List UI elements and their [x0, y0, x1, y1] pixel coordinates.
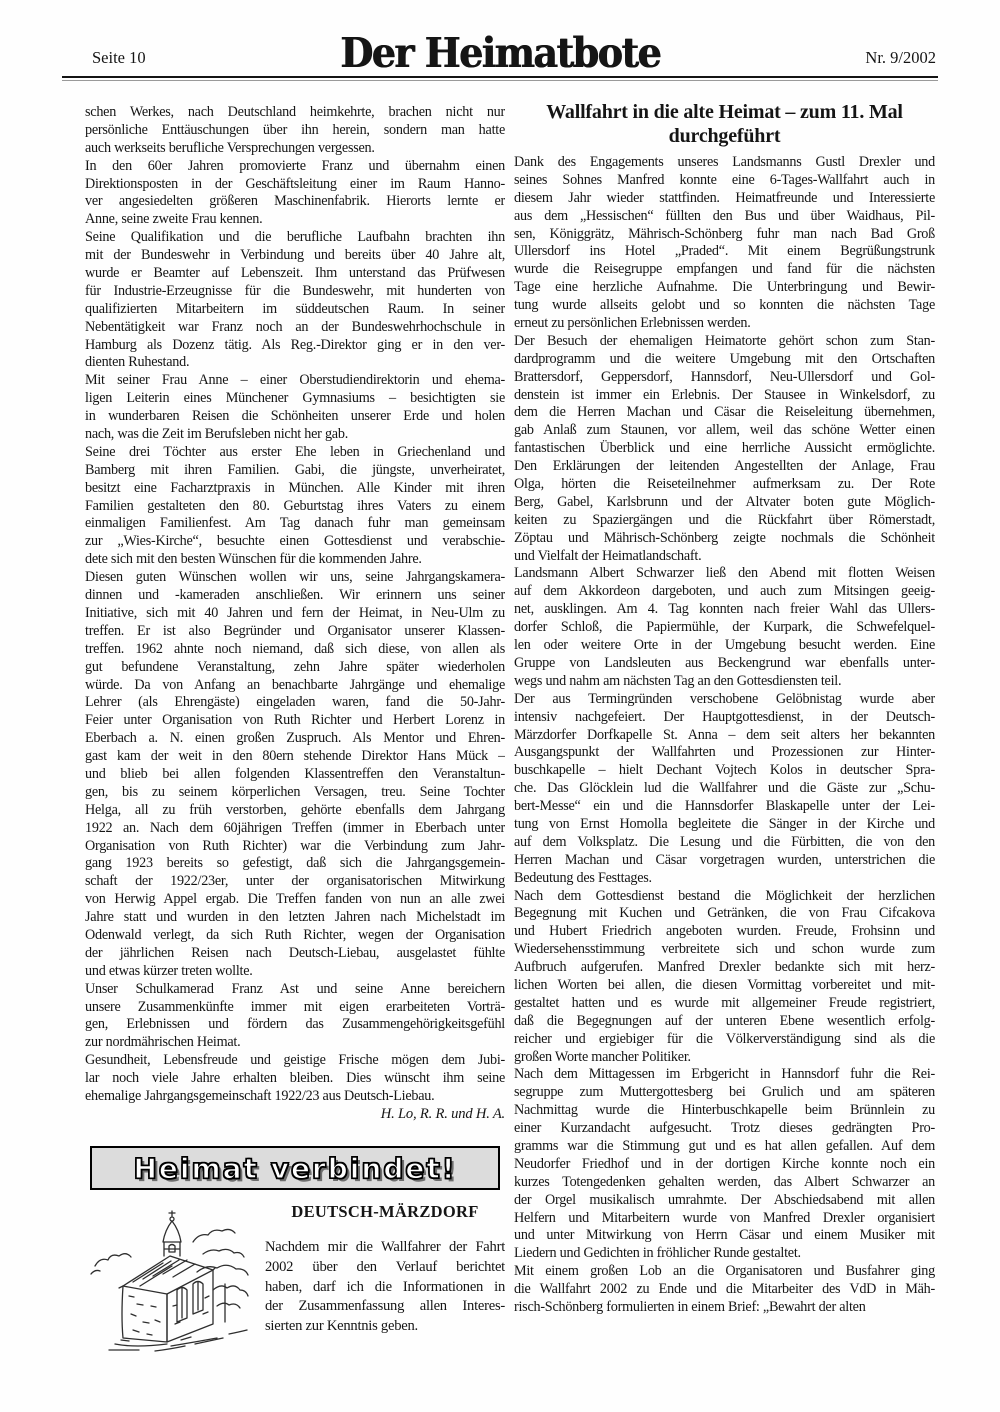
text-line: Jahre statt und wurden in den letzten Jahren nach Michelstadt im — [85, 909, 505, 926]
text-line: tung wurde allseits gelobt und so konnten die nächsten Tage — [514, 297, 935, 314]
text-line: Odenwald verlegt, da sich Ruth Richter, wegen der Organisation — [85, 926, 505, 943]
text-line: Der Besuch der ehemaligen Heimatorte gehört schon zum Stan- — [514, 332, 935, 349]
text-line: ehemalige Jahrgangsgemeinschaft 1922/23 aus Deutsch-Liebau. — [85, 1087, 435, 1104]
text-line: Hamburg als Dozenz tätig. Als Reg.-Direktor ging er in den ver- — [85, 336, 505, 353]
text-line: reicher und ergiebiger für die Völkerverständigung sind als die — [514, 1030, 935, 1047]
text-line: dardprogramm und die weitere Umgebung mit den Ortschaften — [514, 350, 935, 367]
text-line: fantastischen Überblick und eine herrliche Aussicht ermöglichte. — [514, 440, 935, 457]
text-line: einmaligen Familienfest. Am Tag danach fuhr man gemeinsam — [85, 515, 505, 532]
text-line: Mit einem großen Lob an die Organisatoren und Busfahrer ging — [514, 1263, 935, 1280]
text-line: dinnen und -kameraden anschließen. Wir erinnern uns seiner — [85, 587, 505, 604]
text-line: Eberbach a. N. einen großen Zuspruch. Als Mentor und Ehren- — [85, 730, 505, 747]
text-line: kurzes Totengedenken gehalten werden, das Albert Schwarzer an — [514, 1173, 935, 1190]
text-line: In den 60er Jahren promovierte Franz und übernahm einen — [85, 157, 505, 174]
text-line: dete sich mit den besten Wünschen für die kommenden Jahre. — [85, 551, 422, 568]
article-headline — [514, 101, 935, 148]
text-line: ligen Leiterin eines Münchener Gymnasiums – besichtigten sie — [85, 390, 505, 407]
text-line: Gruppe von Landsleuten aus Beckengrund war ebenfalls unter- — [514, 654, 935, 671]
text-line: Helfern und Mitarbeitern wurde von Manfred Drexler organisiert — [514, 1209, 935, 1226]
text-line: sen, Königgrätz, Mährisch-Schönberg fuhr man nach Bad Groß — [514, 225, 935, 242]
text-line: gen, Erlebnissen und fördern das Zusammengehörigkeitsgefühl — [85, 1016, 505, 1033]
article-signature: H. Lo, R. R. und H. A. — [380, 1105, 505, 1122]
text-line: risch-Schönberg formulierten in einem Brief: „Bewahrt der alten — [514, 1299, 866, 1315]
text-line: zur „Wies-Kirche“, besuchte einen Gottesdienst und verabschie- — [85, 533, 505, 550]
text-line: die Wallfahrt 2002 zu Ende und die Mitarbeiter des VdD in Mäh- — [514, 1281, 935, 1298]
text-line: von Herwig Appel ergab. Die Treffen fanden von nun an alle zwei — [85, 891, 505, 908]
text-line: net, ausklingen. Am 4. Tag konnten nach freier Wahl das Ullers- — [514, 601, 935, 618]
text-line: durchgeführt — [668, 124, 781, 147]
text-line: wegs und nahm am nächsten Tag an den Gottesdiensten teil. — [514, 672, 842, 689]
text-line: und Hubert Friedrich angeboten wurden. Freude, Frohsinn und — [514, 923, 935, 940]
text-line: Märzdorfer Dorfkapelle St. Anna – dem seit alters her bekannten — [514, 726, 935, 743]
text-line: der jährlichen Reisen nach Deutsch-Liebau, ausgelastet fühlte — [85, 944, 505, 961]
text-line: dorfer Schloß, die Papiermühle, der Kurpark, die Schwefelquel- — [514, 619, 935, 636]
text-line: treffen. 1962 ahnte noch niemand, daß sich diese, von allen als — [85, 640, 505, 657]
text-line: Familien gestalteten den 80. Geburtstag ihres Vaters zu einem — [85, 497, 505, 514]
text-line: Zöptau und Mährisch-Schönberg zeigte nochmals die Schönheit — [514, 529, 935, 546]
text-line: Unser Schulkamerad Franz Ast und seine Anne bereichern — [85, 980, 505, 997]
maerzdorf-heading: DEUTSCH-MÄRZDORF — [291, 1202, 479, 1221]
text-line: Landsmann Albert Schwarzer ließ den Abend mit flotten Weisen — [514, 565, 935, 582]
text-line: dienten Ruhestand. — [85, 354, 190, 371]
text-line: Tage eine herzliche Aufnahme. Die Unterbringung und Bewir- — [514, 279, 935, 296]
text-line: Berg, Gabel, Karlsbrunn und der Altvater boten gute Möglich- — [514, 493, 935, 510]
text-line: der Zusammenfassung allen Interes- — [265, 1298, 505, 1315]
text-line: auf dem Volksplatz. Die Lesung und die Fürbitten, die von den — [514, 833, 935, 850]
text-line: nach, was die Zeit im Berufsleben nicht her gab. — [85, 426, 348, 443]
text-line: unsere Zusammenkünfte immer mit eigen erarbeiteten Vorträ- — [85, 998, 505, 1015]
text-line: che. Das Glöcklein lud die Wallfahrer und die Gäste zur „Schu- — [514, 780, 935, 797]
text-line: und etwas kürzer treten wollte. — [85, 962, 253, 979]
text-line: keiten zu Spaziergängen und die Rückfahrt über Römerstadt, — [514, 511, 935, 528]
text-line: tung von Ernst Homolla begleitete die Sänger in der Kirche und — [514, 815, 935, 832]
text-line: zur nordmährischen Heimat. — [85, 1034, 241, 1051]
text-line: Diesen guten Wünschen wollen wir uns, seine Jahrgangskamera- — [85, 569, 505, 586]
text-line: Nach dem Gottesdienst bestand die Möglichkeit der herzlichen — [514, 887, 935, 904]
text-line: auch werkseits berufliche Versprechungen vergessen. — [85, 139, 375, 156]
text-line: Feier unter Organisation von Ruth Richter und Herbert Lorenz in — [85, 712, 505, 729]
maerzdorf-body — [265, 1238, 505, 1337]
text-line: und unter Mitwirkung von Herrn Cäsar und einem Musiker mit — [514, 1227, 935, 1244]
text-line: einer Kurzandacht aufgesucht. Trotz dieses gedrängten Pro- — [514, 1120, 935, 1137]
right-column-article — [514, 101, 935, 1317]
text-line: wurde er Beamter auf Lebenszeit. Ihm unterstand das Prüfwesen — [85, 265, 505, 282]
text-line: schaft der 1922/23er, unter der organisatorischen Mitwirkung — [85, 873, 505, 890]
text-line: für Industrie-Erzeugnisse für die Bundeswehr, mit hunderten von — [85, 282, 505, 299]
text-line: daß die Begegnungen auf der unteren Ebene wesentlich erfolg- — [514, 1012, 935, 1029]
text-line: würde. Da von Anfang an benachbarte Jahrgänge und ehemalige — [85, 676, 505, 693]
text-line: Seine Qualifikation und die berufliche Laufbahn brachten ihn — [85, 229, 505, 246]
text-line: Gesundheit, Lebensfreude und geistige Frische mögen dem Jubi- — [85, 1052, 505, 1069]
text-line: Ausgangspunkt der Wallfahrten und Prozessionen zur Hinter- — [514, 744, 935, 761]
text-line: Wiedersehensstimmung verbreitete sich und schon wurde zum — [514, 941, 935, 958]
text-line: aus dem „Hessischen“ füllten den Bus und über Waidhaus, Pil- — [514, 207, 935, 224]
text-line: sierten zur Kenntnis geben. — [265, 1318, 418, 1335]
text-line: lichen Worten bei allen, die diesen Vormittag vorbereitet und mit- — [514, 976, 935, 993]
text-line: schen Werkes, nach Deutschland heimkehrte, brachen nicht nur — [85, 104, 505, 120]
text-line: Anne, seine zweite Frau kennen. — [85, 211, 263, 228]
text-line: Herren Machan und Cäsar vorgetragen wurden, unterstrichen die — [514, 851, 935, 868]
text-line: diesem Jahr wieder stattfinden. Heimatfreunde und Interessierte — [514, 189, 935, 206]
text-line: 2002 über den Verlauf berichtet — [265, 1258, 505, 1275]
text-line: Bamberg mit ihren Familien. Gabi, die jüngste, unverheiratet, — [85, 461, 505, 478]
text-line: mit der Bundeswehr in Verbindung und bereits über 40 Jahre alt, — [85, 247, 505, 264]
text-line: wurde die Reisegruppe empfangen und fand für die nächsten — [514, 261, 935, 278]
text-line: Bedeutung des Festtages. — [514, 869, 652, 886]
text-line: gramms war die Stimmung gut und es hat allen gefallen. Auf dem — [514, 1137, 935, 1154]
text-line: gab Anlaß zum Staunen, vor allem, weil das schöne Wetter einen — [514, 422, 935, 439]
village-church-sketch-icon — [85, 1194, 257, 1354]
text-line: Nebentätigkeit war Franz noch an der Bundeswehrhochschule in — [85, 318, 505, 335]
text-line: Initiative, sich mit 40 Jahren und fern der Heimat, in Neu-Ulm zu — [85, 604, 505, 621]
text-line: Den Erklärungen der leitenden Angestellten der Anlage, Frau — [514, 458, 935, 475]
text-line: und blieb bei allen folgenden Klassentreffen den Veranstaltun- — [85, 765, 505, 782]
text-line: Olga, hörten die Reiseteilnehmer aufmerksam zu. Der Rote — [514, 476, 935, 493]
text-line: Direktionsposten in der Geschäftsleitung einer im Raum Hanno- — [85, 175, 505, 192]
text-line: segruppe zum Muttergottesberg bei Grulich und am späteren — [514, 1084, 935, 1101]
text-line: Organisation von Ruth Richter) war die Verbindung zum Jahr- — [85, 837, 505, 854]
left-column-article — [85, 104, 505, 1124]
text-line: bert-Messe“ ein und die Hannsdorfer Blaskapelle unter der Lei- — [514, 798, 935, 815]
text-line: gut befundene Veranstaltung, zehn Jahre später wiederholen — [85, 658, 505, 675]
text-line: lar noch viele Jahre erhalten bleiben. Dies wünscht ihm seine — [85, 1070, 505, 1087]
header-rule — [62, 76, 938, 81]
text-line: Dank des Engagements unseres Landsmanns Gustl Drexler und — [514, 154, 935, 170]
text-line: gang 1923 bereits so gefestigt, daß sich die Jahrgangsgemein- — [85, 855, 505, 872]
text-line: treffen. Er ist also Begründer und Organisator unserer Klassen- — [85, 622, 505, 639]
left-article-body — [85, 104, 505, 1106]
text-line: Lehrer (als Ehrengäste) eingeladen waren, fand die 50-Jahr- — [85, 694, 505, 711]
text-line: Neudorfer Friedhof und in der dortigen Kirche konnte noch ein — [514, 1155, 935, 1172]
text-line: der Orgel musikalisch umrahmte. Der Abschiedsabend mit allen — [514, 1191, 935, 1208]
text-line: Nachdem mir die Wallfahrer der Fahrt — [265, 1239, 505, 1255]
text-line: und Vielfalt der Heimatlandschaft. — [514, 547, 702, 564]
text-line: len oder weitere Orte in der Umgebung besucht werden. Eine — [514, 637, 935, 654]
text-line: gestaltet hatten und es wurde mit allgemeiner Freude registriert, — [514, 994, 935, 1011]
heimat-verbindet-banner — [90, 1146, 500, 1190]
text-line: haben, darf ich die Informationen in — [265, 1278, 505, 1295]
maerzdorf-text-block — [257, 1194, 505, 1354]
text-line: intensiv nachgefeiert. Der Hauptgottesdienst, in der Deutsch- — [514, 708, 935, 725]
text-line: Brattersdorf, Geppersdorf, Hannsdorf, Neu-Ullersdorf und Gol- — [514, 368, 935, 385]
right-article-body — [514, 154, 935, 1317]
text-line: Nachmittag wurde die Hinterbuschkapelle beim Brünnlein zu — [514, 1102, 935, 1119]
text-line: buschkapelle – hielt Dechant Vojtech Kolos in deutscher Spra- — [514, 762, 935, 779]
page-number-label: Seite 10 — [92, 48, 146, 67]
text-line: gen, bis zu seinem körperlichen Versagen, treu. Seine Tochter — [85, 783, 505, 800]
text-line: qualifizierten Mitarbeitern im süddeutschen Raum. In seiner — [85, 300, 505, 317]
text-line: denstein ist immer ein Erlebnis. Der Stausee in Winkelsdorf, zu — [514, 386, 935, 403]
text-line: Mit seiner Frau Anne – einer Oberstudiendirektorin und ehema- — [85, 372, 505, 389]
text-line: Liedern und Gedichten in fröhlicher Runde gestaltet. — [514, 1245, 801, 1262]
text-line: Helga, all zu früh verstorben, gehörte ebenfalls dem Jahrgang — [85, 801, 505, 818]
text-line: Begegnung mit Kuchen und Getränken, die von Frau Cifcakova — [514, 905, 935, 922]
text-line: gast kam der weit in den 80ern stehende Direktor Hans Mück – — [85, 748, 505, 765]
text-line: persönliche Enttäuschungen über ihn herein, sondern man hatte — [85, 121, 505, 138]
text-line: Ullersdorf ins Hotel „Praded“. Mit einem Begrüßungstrunk — [514, 243, 935, 260]
text-line: besitzt eine Facharztpraxis in München. Alle Kinder mit ihren — [85, 479, 505, 496]
issue-number-label: Nr. 9/2002 — [865, 48, 936, 67]
text-line: ver angesiedelten größeren Maschinenfabrik. Hierorts lernte er — [85, 193, 505, 210]
text-line: Aufbruch aufgerufen. Manfred Drexler bedankte sich mit herz- — [514, 959, 935, 976]
deutsch-maerzdorf-section — [85, 1194, 505, 1354]
masthead-title: Der Heimatbote — [340, 28, 660, 77]
text-line: Nach dem Mittagessen im Erbgericht in Hannsdorf fuhr die Rei- — [514, 1066, 935, 1083]
text-line: 1922 an. Nach dem 60jährigen Treffen (immer in Eberbach unter — [85, 819, 505, 836]
text-line: erneut zu persönlichen Erlebnissen werden. — [514, 315, 751, 332]
text-line: großen Worte mancher Politiker. — [514, 1048, 691, 1065]
text-line: auf dem Akkordeon dargeboten, und auch zum Mitsingen geeig- — [514, 583, 935, 600]
text-line: dem die Herren Machan und Cäsar die Reiseleitung übernehmen, — [514, 404, 935, 421]
text-line: Seine drei Töchter aus erster Ehe leben in Griechenland und — [85, 443, 505, 460]
text-line: Der aus Termingründen verschobene Gelöbnistag wurde aber — [514, 690, 935, 707]
text-line: seines Sohnes Manfred konnte eine 6-Tages-Wallfahrt auch in — [514, 171, 935, 188]
banner-text: Heimat verbindet! — [133, 1151, 457, 1185]
text-line: in wunderbaren Reisen die Schönheiten unserer Erde und holen — [85, 408, 505, 425]
text-line: Wallfahrt in die alte Heimat – zum 11. Mal — [546, 101, 903, 123]
